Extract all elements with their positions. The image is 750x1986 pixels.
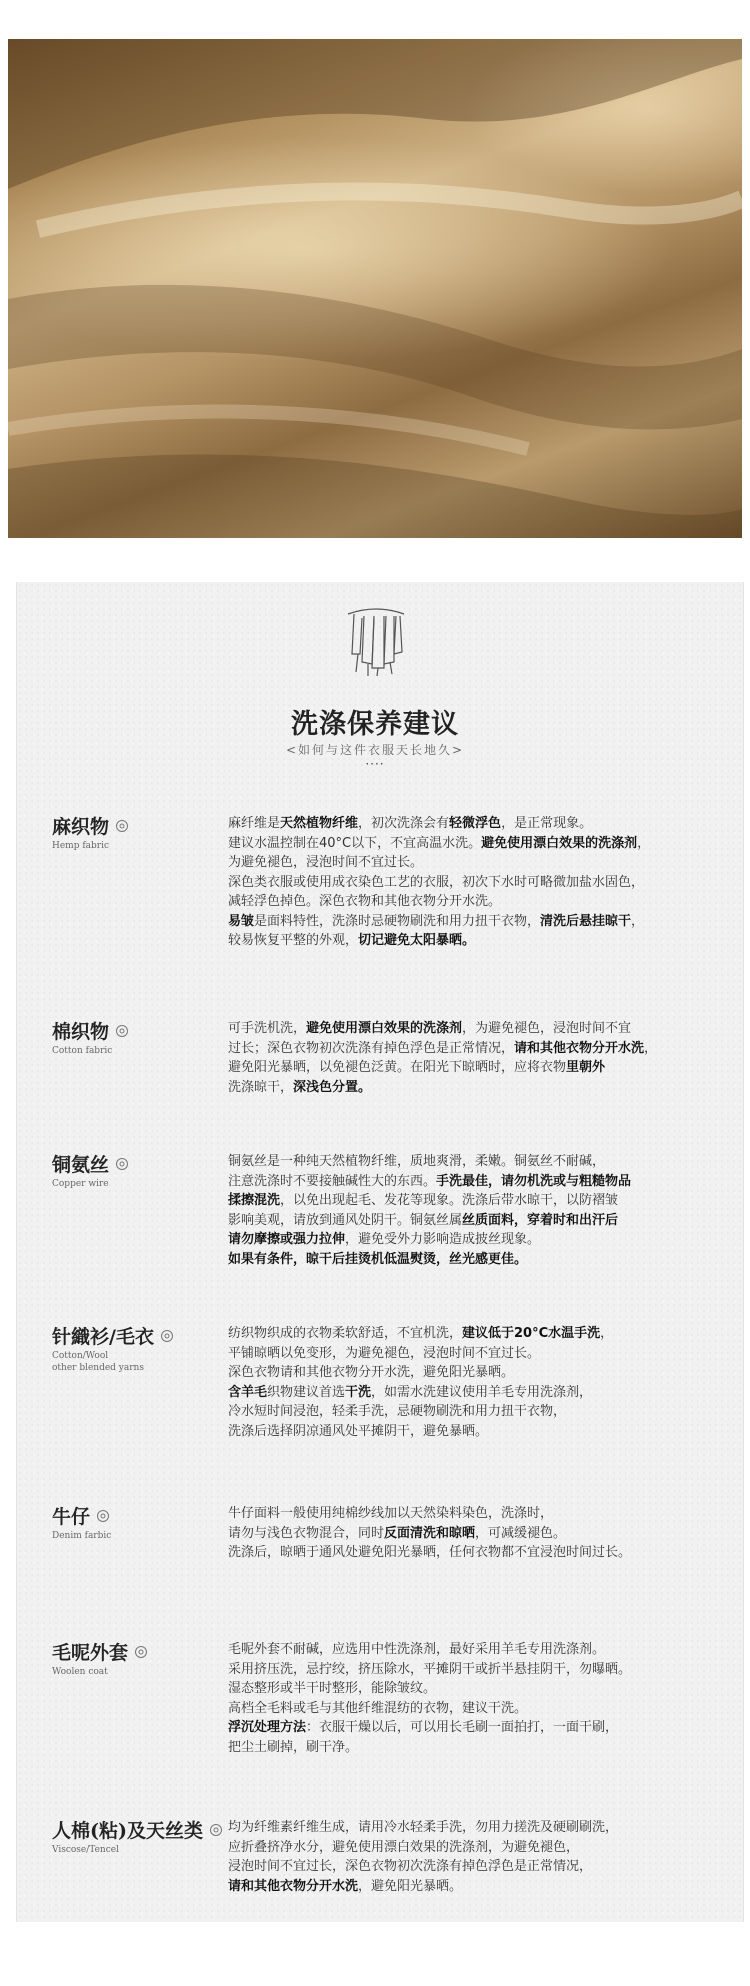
emphasis-text: 手洗最佳，请勿机洗或与粗糙物品 bbox=[436, 1173, 632, 1189]
instruction-text: 平铺晾晒以免变形，为避免褪色，浸泡时间不宜过长。 bbox=[228, 1345, 541, 1361]
instruction-text: ，避免阳光暴晒。 bbox=[358, 1878, 463, 1894]
page-title: 洗涤保养建议 bbox=[291, 709, 459, 740]
instruction-line bbox=[228, 1172, 728, 1192]
instruction-text: 过长；深色衣物初次洗涤有掉色浮色是正常情况， bbox=[228, 1040, 515, 1056]
instruction-text: 洗涤晾干， bbox=[228, 1079, 294, 1095]
emphasis-text: 避免使用漂白效果的洗涤剂 bbox=[306, 1021, 463, 1036]
emphasis-text: 天然植物纤维 bbox=[280, 816, 359, 831]
fabric-name-en-line: Copper wire bbox=[52, 1179, 109, 1189]
section-heading bbox=[52, 812, 129, 839]
emphasis-text: 请和其他衣物分开水洗 bbox=[228, 1878, 359, 1894]
emphasis-text: 如果有条件，晾干后挂烫机低温熨烫，丝光感更佳。 bbox=[228, 1251, 528, 1267]
instruction-text: 高档全毛料或毛与其他纤维混纺的衣物，建议干洗。 bbox=[228, 1700, 528, 1716]
instruction-text: 较易恢复平整的外观， bbox=[228, 933, 359, 948]
instruction-line bbox=[228, 1191, 728, 1211]
section-heading bbox=[52, 1150, 129, 1177]
instruction-text: ，为避免褪色，浸泡时间不宜 bbox=[462, 1021, 632, 1036]
instruction-text: 采用挤压洗，忌拧绞，挤压除水，平摊阴干或折半悬挂阴干，勿曝晒。 bbox=[228, 1661, 632, 1677]
instruction-text: 深色衣物请和其他衣物分开水洗，避免阳光暴晒。 bbox=[228, 1365, 515, 1380]
instruction-text: ，可减缓褪色。 bbox=[475, 1525, 567, 1541]
fabric-name-en bbox=[52, 1350, 144, 1374]
instruction-line bbox=[228, 892, 728, 912]
instruction-text: 应折叠挤净水分，避免使用漂白效果的洗涤剂，为避免褪色， bbox=[228, 1839, 580, 1855]
fabric-photo bbox=[8, 39, 742, 538]
fabric-name: 铜氨丝 bbox=[52, 1154, 110, 1176]
instruction-line bbox=[228, 1738, 728, 1758]
emphasis-text: 里朝外 bbox=[566, 1060, 606, 1075]
instruction-line bbox=[228, 814, 728, 834]
instruction-text: 请勿与浅色衣物混合，同时 bbox=[228, 1525, 385, 1541]
section-heading bbox=[52, 1816, 223, 1843]
emphasis-text: 轻微浮色 bbox=[449, 816, 502, 831]
instruction-text: 注意洗涤时不要接触碱性大的东西。 bbox=[228, 1173, 437, 1189]
instruction-line bbox=[228, 1699, 728, 1719]
instruction-text: 麻纤维是 bbox=[228, 816, 281, 831]
fabric-name-en bbox=[52, 1045, 112, 1057]
fabric-name-en bbox=[52, 1844, 119, 1856]
instruction-text: 纺织物织成的衣物柔软舒适，不宜机洗， bbox=[228, 1326, 463, 1341]
instruction-line bbox=[228, 1524, 728, 1544]
fabric-name-en-line: Hemp fabric bbox=[52, 841, 110, 851]
instruction-text: 深色类衣服或使用成衣染色工艺的衣服，初次下水时可略微加盐水固色， bbox=[228, 874, 645, 890]
instruction-text: ， bbox=[644, 1040, 658, 1056]
emphasis-text: 浮沉处理方法 bbox=[228, 1720, 307, 1735]
emphasis-text: 丝质面料，穿着时和出汗后 bbox=[462, 1212, 619, 1228]
care-instructions bbox=[228, 1818, 728, 1896]
instruction-line bbox=[228, 1402, 728, 1422]
instruction-text: ，初次洗涤会有 bbox=[358, 816, 450, 831]
flower-icon bbox=[115, 1024, 129, 1038]
section-heading bbox=[52, 1017, 129, 1044]
instruction-line bbox=[228, 1660, 728, 1680]
fabric-name-en-line: Denim farbic bbox=[52, 1531, 112, 1541]
title-dots: ···· bbox=[365, 757, 385, 771]
fabric-name-en-line: Cotton fabric bbox=[52, 1046, 113, 1056]
instruction-text: 为避免褪色，浸泡时间不宜过长。 bbox=[228, 855, 424, 870]
emphasis-text: 反面清洗和晾晒 bbox=[384, 1525, 476, 1541]
instruction-text: ，如需水洗建议使用羊毛专用洗涤剂， bbox=[371, 1384, 593, 1400]
instruction-line bbox=[228, 1078, 728, 1098]
instruction-line bbox=[228, 1019, 728, 1039]
emphasis-text: 避免使用漂白效果的洗涤剂 bbox=[481, 835, 638, 851]
fabric-fold-shading bbox=[8, 39, 742, 538]
care-instructions bbox=[228, 1152, 728, 1269]
fabric-name: 毛呢外套 bbox=[52, 1642, 129, 1664]
instruction-line bbox=[228, 1324, 728, 1344]
instruction-line bbox=[228, 834, 728, 854]
flower-icon bbox=[160, 1329, 174, 1343]
fabric-name-en bbox=[52, 1530, 111, 1542]
care-instructions bbox=[228, 1019, 728, 1097]
fabric-name: 麻织物 bbox=[52, 816, 110, 838]
fabric-name-en-line: Woolen coat bbox=[52, 1667, 108, 1677]
fabric-name-en bbox=[52, 1178, 109, 1190]
emphasis-text: 清洗后悬挂晾干 bbox=[540, 913, 632, 929]
instruction-line bbox=[228, 1250, 728, 1270]
flower-icon bbox=[115, 819, 129, 833]
fabric-name-en-line: Cotton/Wool bbox=[52, 1351, 109, 1361]
care-instructions bbox=[228, 814, 728, 951]
emphasis-text: 请和其他衣物分开水洗 bbox=[514, 1040, 645, 1056]
instruction-text: 洗涤后选择阴凉通风处平摊阴干，避免暴晒。 bbox=[228, 1423, 489, 1439]
instruction-text: ：衣服干燥以后，可以用长毛刷一面拍打，一面干刷， bbox=[306, 1720, 619, 1735]
flower-icon bbox=[134, 1645, 148, 1659]
instruction-line bbox=[228, 1422, 728, 1442]
instruction-line bbox=[228, 1543, 728, 1563]
emphasis-text: 切记避免太阳暴晒。 bbox=[358, 933, 476, 948]
instruction-line bbox=[228, 1877, 728, 1897]
emphasis-text: 请勿摩擦或强力拉伸 bbox=[228, 1232, 346, 1247]
instruction-line bbox=[228, 873, 728, 893]
instruction-text: 织物建议首选 bbox=[267, 1384, 346, 1400]
flower-icon bbox=[96, 1509, 110, 1523]
instruction-text: 避免阳光暴晒，以免褪色泛黄。在阳光下晾晒时，应将衣物 bbox=[228, 1060, 567, 1075]
instruction-line bbox=[228, 1211, 728, 1231]
instruction-line bbox=[228, 1857, 728, 1877]
instruction-line bbox=[228, 1504, 728, 1524]
instruction-text: 洗涤后，晾晒于通风处避免阳光暴晒，任何衣物都不宜浸泡时间过长。 bbox=[228, 1545, 632, 1560]
instruction-line bbox=[228, 1718, 728, 1738]
instruction-text: ， bbox=[631, 913, 645, 929]
instruction-text: 把尘土刷掉，刷干净。 bbox=[228, 1739, 359, 1755]
emphasis-text: 易皱 bbox=[228, 913, 255, 929]
section-heading bbox=[52, 1638, 148, 1665]
instruction-line bbox=[228, 1344, 728, 1364]
instruction-line bbox=[228, 912, 728, 932]
fabric-name-en-line: Viscose/Tencel bbox=[52, 1845, 119, 1855]
instruction-text: 影响美观，请放到通风处阴干。铜氨丝属 bbox=[228, 1212, 463, 1228]
instruction-text: ， bbox=[600, 1326, 614, 1341]
instruction-text: 湿态整形或半干时整形，能除皱纹。 bbox=[228, 1681, 437, 1696]
instruction-line bbox=[228, 853, 728, 873]
section-heading bbox=[52, 1322, 174, 1349]
instruction-text: 可手洗机洗， bbox=[228, 1021, 307, 1036]
fabric-name: 牛仔 bbox=[52, 1506, 91, 1528]
instruction-text: 减轻浮色掉色。深色衣物和其他衣物分开水洗。 bbox=[228, 894, 502, 909]
fabric-name-en-line: other blended yarns bbox=[52, 1363, 144, 1373]
page-subtitle: <如何与这件衣服天长地久> bbox=[285, 743, 465, 757]
instruction-line bbox=[228, 931, 728, 951]
instruction-line bbox=[228, 1640, 728, 1660]
emphasis-text: 深浅色分置。 bbox=[293, 1079, 372, 1095]
instruction-line bbox=[228, 1152, 728, 1172]
fabric-name-en bbox=[52, 1666, 108, 1678]
instruction-text: 建议水温控制在40°C以下，不宜高温水洗。 bbox=[228, 835, 482, 851]
fabric-name: 针織衫/毛衣 bbox=[52, 1326, 154, 1348]
instruction-line bbox=[228, 1818, 728, 1838]
instruction-text: 冷水短时间浸泡，轻柔手洗，忌硬物刷洗和用力扭干衣物， bbox=[228, 1404, 567, 1419]
instruction-text: 牛仔面料一般使用纯棉纱线加以天然染料染色，洗涤时， bbox=[228, 1506, 554, 1521]
instruction-line bbox=[228, 1838, 728, 1858]
flower-icon bbox=[115, 1157, 129, 1171]
emphasis-text: 建议低于20°C水温手洗 bbox=[462, 1326, 601, 1341]
instruction-text: 铜氨丝是一种纯天然植物纤维，质地爽滑，柔嫩。铜氨丝不耐碱， bbox=[228, 1154, 606, 1169]
instruction-text: ，以免出现起毛、发花等现象。洗涤后带水晾干，以防褶皱 bbox=[280, 1193, 619, 1208]
instruction-line bbox=[228, 1383, 728, 1403]
instruction-line bbox=[228, 1058, 728, 1078]
instruction-text: 毛呢外套不耐碱，应选用中性洗涤剂，最好采用羊毛专用洗涤剂。 bbox=[228, 1642, 606, 1657]
care-instructions bbox=[228, 1640, 728, 1757]
flower-icon bbox=[209, 1823, 223, 1837]
instruction-text: 浸泡时间不宜过长，深色衣物初次洗涤有掉色浮色是正常情况， bbox=[228, 1859, 593, 1874]
fabric-name-en bbox=[52, 840, 109, 852]
emphasis-text: 含羊毛 bbox=[228, 1384, 268, 1400]
instruction-line bbox=[228, 1679, 728, 1699]
emphasis-text: 揉擦混洗 bbox=[228, 1193, 281, 1208]
instruction-line bbox=[228, 1039, 728, 1059]
instruction-line bbox=[228, 1230, 728, 1250]
emphasis-text: 干洗 bbox=[345, 1384, 372, 1400]
instruction-text: 均为纤维素纤维生成，请用冷水轻柔手洗，勿用力搓洗及硬刷刷洗， bbox=[228, 1820, 619, 1835]
care-instructions bbox=[228, 1324, 728, 1441]
fabric-name: 棉织物 bbox=[52, 1021, 110, 1043]
instruction-text: 是面料特性，洗涤时忌硬物刷洗和用力扭干衣物， bbox=[254, 913, 541, 929]
instruction-text: ， bbox=[637, 835, 651, 851]
section-heading bbox=[52, 1502, 110, 1529]
clothes-rack-icon bbox=[344, 604, 408, 678]
instruction-line bbox=[228, 1363, 728, 1383]
fabric-name: 人棉(粘)及天丝类 bbox=[52, 1820, 203, 1842]
instruction-text: ，是正常现象。 bbox=[501, 816, 593, 831]
care-instructions bbox=[228, 1504, 728, 1563]
instruction-text: ，避免受外力影响造成披丝现象。 bbox=[345, 1232, 541, 1247]
